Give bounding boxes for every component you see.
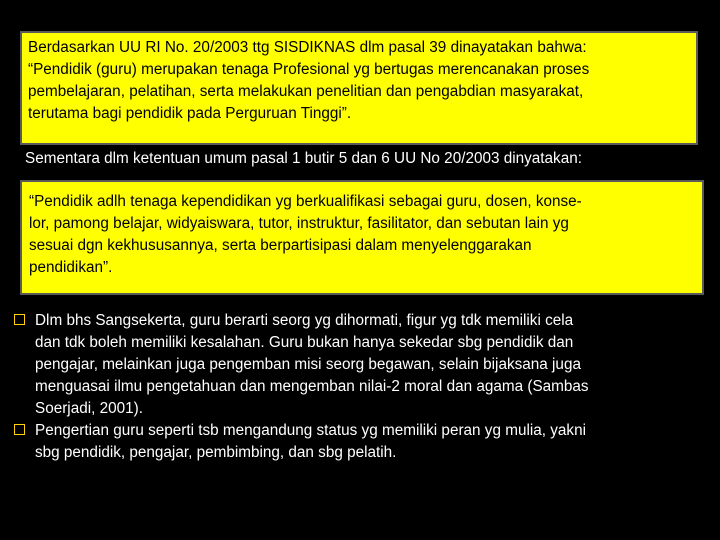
bullet-list <box>14 310 704 464</box>
bullet-line: Pengertian guru seperti tsb mengandung status yg memiliki peran yg mulia, yakni <box>35 422 586 439</box>
bullet-line: Soerjadi, 2001). <box>35 400 143 417</box>
quote-line: pembelajaran, pelatihan, serta melakukan penelitian dan pengabdian masyarakat, <box>28 83 584 100</box>
bullet-line: menguasai ilmu pengetahuan dan mengemban nilai-2 moral dan agama (Sambas <box>35 378 589 395</box>
quote-line: “Pendidik adlh tenaga kependidikan yg berkualifikasi sebagai guru, dosen, konse- <box>29 193 582 210</box>
quote-line: terutama bagi pendidik pada Perguruan Tinggi”. <box>28 105 352 122</box>
bullet-line: pengajar, melainkan juga pengemban misi seorg begawan, selain bijaksana juga <box>35 356 581 373</box>
checkbox-bullet-icon <box>14 424 25 435</box>
quote-line: lor, pamong belajar, widyaiswara, tutor, instruktur, fasilitator, dan sebutan lain yg <box>29 215 569 232</box>
quote-line: pendidikan”. <box>29 259 113 276</box>
bullet-item-pengertian-guru <box>14 420 704 464</box>
quote-box-uu-pasal-39 <box>20 31 698 145</box>
bullet-line: sbg pendidik, pengajar, pembimbing, dan sbg pelatih. <box>35 444 397 461</box>
quote-line: “Pendidik (guru) merupakan tenaga Profesional yg bertugas merencanakan proses <box>28 61 590 78</box>
quote-line: Berdasarkan UU RI No. 20/2003 ttg SISDIKNAS dlm pasal 39 dinayatakan bahwa: <box>28 39 587 56</box>
bullet-line: Dlm bhs Sangsekerta, guru berarti seorg yg dihormati, figur yg tdk memiliki cela <box>35 312 574 329</box>
intro-line: Sementara dlm ketentuan umum pasal 1 butir 5 dan 6 UU No 20/2003 dinyatakan: <box>25 150 582 167</box>
bullet-line: dan tdk boleh memiliki kesalahan. Guru bukan hanya sekedar sbg pendidik dan <box>35 334 574 351</box>
checkbox-bullet-icon <box>14 314 25 325</box>
bullet-item-sangsekerta <box>14 310 704 420</box>
quote-box-definition-pendidik <box>20 180 704 295</box>
quote-line: sesuai dgn kekhususannya, serta berpartisipasi dalam menyelenggarakan <box>29 237 532 254</box>
